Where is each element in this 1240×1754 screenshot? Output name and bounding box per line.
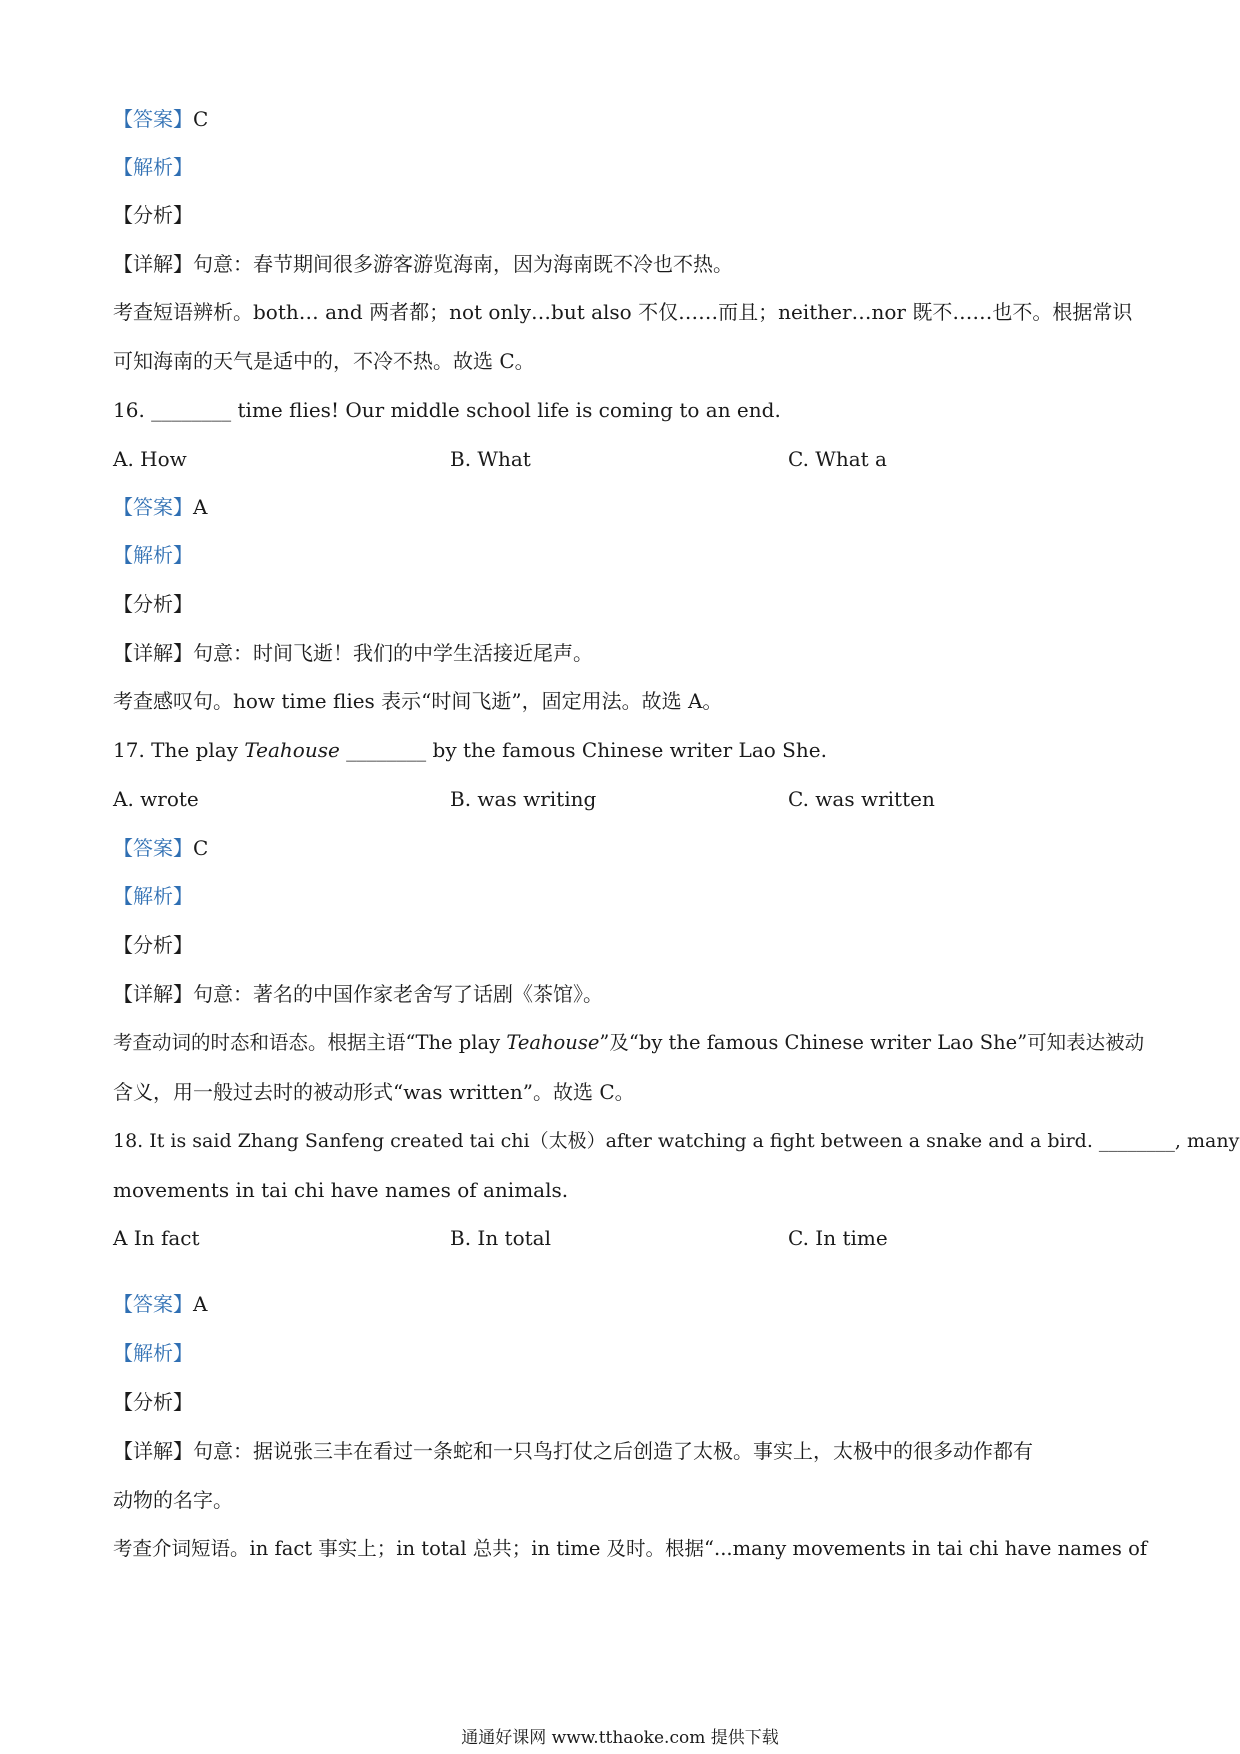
q15-detail: 句意：春节期间很多游客游览海南，因为海南既不冷也不热。 bbox=[193, 252, 733, 276]
answer-label: 【答案】 bbox=[113, 1292, 193, 1316]
q17-answer-line bbox=[113, 833, 208, 863]
q18-detail-line-2: 动物的名字。 bbox=[113, 1488, 233, 1512]
q15-answer: C bbox=[193, 107, 209, 131]
answer-label: 【答案】 bbox=[113, 495, 193, 519]
q15-answer-line bbox=[113, 104, 208, 134]
q15-fenxi-line bbox=[113, 200, 193, 230]
q18-detail-1: 句意：据说张三丰在看过一条蛇和一只鸟打仗之后创造了太极。事实上，太极中的很多动作都有 bbox=[193, 1439, 1033, 1463]
q17-fenxi-line bbox=[113, 930, 193, 960]
analysis-label: 【解析】 bbox=[113, 155, 193, 179]
detail-label: 【详解】 bbox=[113, 641, 193, 665]
q16-fenxi-line bbox=[113, 589, 193, 619]
answer-label: 【答案】 bbox=[113, 836, 193, 860]
page-footer: 通通好课网 www.tthaoke.com 提供下载 bbox=[461, 1728, 779, 1748]
q17-stem-title: Teahouse bbox=[244, 738, 340, 762]
q16-option-c: C. What a bbox=[788, 447, 887, 471]
q16-answer: A bbox=[193, 495, 208, 519]
q17-answer: C bbox=[193, 836, 209, 860]
q15-analysis-line bbox=[113, 152, 193, 182]
q16-detail: 句意：时间飞逝！我们的中学生活接近尾声。 bbox=[193, 641, 593, 665]
q16-explanation-1: 考查感叹句。how time flies 表示“时间飞逝”，固定用法。故选 A。 bbox=[113, 689, 723, 713]
q17-option-c: C. was written bbox=[788, 787, 935, 811]
analysis-label: 【解析】 bbox=[113, 543, 193, 567]
answer-label: 【答案】 bbox=[113, 107, 193, 131]
detail-label: 【详解】 bbox=[113, 982, 193, 1006]
q18-fenxi-line bbox=[113, 1387, 193, 1417]
q17-stem bbox=[113, 735, 827, 765]
q18-stem-1: 18. It is said Zhang Sanfeng created tai chi（太极）after watching a fight between a snake and a bird. ________, many bbox=[113, 1130, 1240, 1152]
q16-stem: 16. ________ time flies! Our middle school life is coming to an end. bbox=[113, 398, 781, 422]
q17-analysis-line bbox=[113, 881, 193, 911]
fenxi-label: 【分析】 bbox=[113, 592, 193, 616]
q16-answer-line bbox=[113, 492, 207, 522]
q17-option-a: A. wrote bbox=[113, 787, 199, 811]
q18-option-c: C. In time bbox=[788, 1226, 888, 1250]
q17-stem-pre: 17. The play bbox=[113, 738, 245, 762]
q16-option-a: A. How bbox=[113, 447, 187, 471]
q18-detail-line-1 bbox=[113, 1436, 1033, 1466]
q17-exp-title: Teahouse bbox=[506, 1031, 600, 1054]
q17-exp-pre: 考查动词的时态和语态。根据主语“The play bbox=[113, 1031, 507, 1054]
q18-stem-2: movements in tai chi have names of animals. bbox=[113, 1178, 569, 1202]
q15-explanation-2: 可知海南的天气是适中的，不冷不热。故选 C。 bbox=[113, 349, 535, 373]
q18-analysis-line bbox=[113, 1338, 193, 1368]
fenxi-label: 【分析】 bbox=[113, 933, 193, 957]
q17-detail-line bbox=[113, 979, 603, 1009]
q17-option-b: B. was writing bbox=[450, 787, 597, 811]
q18-option-a: A In fact bbox=[113, 1226, 200, 1250]
q17-exp-post: ”及“by the famous Chinese writer Lao She”可知表达被动 bbox=[599, 1031, 1145, 1054]
analysis-label: 【解析】 bbox=[113, 1341, 193, 1365]
q17-detail: 句意：著名的中国作家老舍写了话剧《茶馆》。 bbox=[193, 982, 603, 1006]
detail-label: 【详解】 bbox=[113, 252, 193, 276]
q18-option-b: B. In total bbox=[450, 1226, 551, 1250]
q15-explanation-1: 考查短语辨析。both… and 两者都；not only…but also 不仅……而且；neither…nor 既不……也不。根据常识 bbox=[113, 300, 1133, 324]
q18-answer: A bbox=[193, 1292, 208, 1316]
q15-detail-line bbox=[113, 249, 733, 279]
q16-detail-line bbox=[113, 638, 593, 668]
detail-label: 【详解】 bbox=[113, 1439, 193, 1463]
q17-explanation-1 bbox=[113, 1028, 1144, 1058]
q16-option-b: B. What bbox=[450, 447, 531, 471]
q18-answer-line bbox=[113, 1289, 207, 1319]
q17-explanation-2: 含义，用一般过去时的被动形式“was written”。故选 C。 bbox=[113, 1080, 635, 1104]
fenxi-label: 【分析】 bbox=[113, 1390, 193, 1414]
q16-analysis-line bbox=[113, 540, 193, 570]
fenxi-label: 【分析】 bbox=[113, 203, 193, 227]
analysis-label: 【解析】 bbox=[113, 884, 193, 908]
q17-stem-post: ________ by the famous Chinese writer Lao She. bbox=[339, 738, 827, 762]
q18-explanation-1: 考查介词短语。in fact 事实上；in total 总共；in time 及时。根据“...many movements in tai chi have names of bbox=[113, 1537, 1148, 1560]
